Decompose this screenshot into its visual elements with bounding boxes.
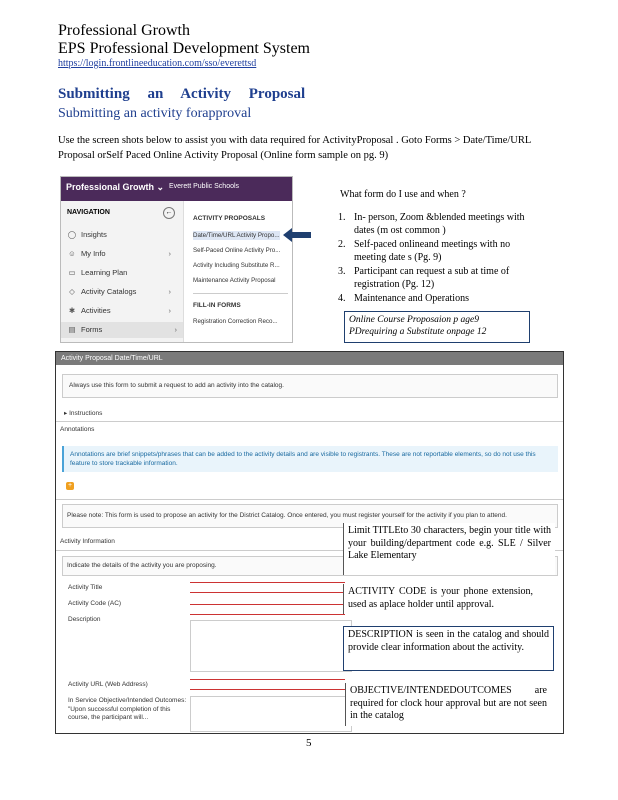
code-input-underline[interactable] — [190, 614, 345, 615]
user-icon: ☺ — [68, 249, 76, 258]
url-input-underline[interactable] — [190, 689, 345, 690]
indicate-text: Indicate the details of the activity you are proposing. — [67, 562, 217, 569]
form-title-bar: Activity Proposal Date/Time/URL — [56, 352, 564, 365]
list-item: 2. Self-paced onlineand meetings with no meeting date s (Pg. 9) — [338, 239, 511, 263]
section-subtitle: Submitting an activity forapproval — [58, 106, 252, 121]
menu-heading-fill-in-forms: FILL-IN FORMS — [193, 302, 241, 309]
doc-subtitle: EPS Professional Development System — [58, 40, 310, 57]
activity-info-heading: Activity Information — [60, 538, 115, 545]
forms-icon: ▤ — [68, 325, 76, 334]
label-description: Description — [68, 616, 101, 623]
navigation-screenshot — [60, 176, 293, 343]
collapse-arrow-icon[interactable]: ← — [163, 207, 175, 219]
section-title: Submitting an Activity Proposal — [58, 86, 306, 102]
nav-item-insights[interactable]: ◯ Insights — [67, 230, 107, 239]
caret-right-icon: ▸ — [64, 410, 68, 417]
menu-item-registration-correction[interactable]: Registration Correction Reco... — [193, 318, 278, 325]
intro-paragraph: Use the screen shots below to assist you with data required for ActivityProposal . Goto Forms > Date/Time/URL Proposal orSelf Paced Online Activity Proposal (Online form sample on pg. 9) — [58, 135, 531, 161]
objectives-textarea[interactable] — [190, 696, 352, 732]
list-item: 3. Participant can request a sub at time of registration (Pg. 12) — [338, 266, 510, 290]
chevron-right-icon: › — [168, 249, 171, 258]
doc-title: Professional Growth — [58, 22, 190, 39]
chevron-right-icon: › — [168, 287, 171, 296]
page-reference-note: Online Course Proposaion p age9 PDrequiring a Substitute onpage 12 — [344, 311, 530, 343]
form-type-list — [338, 212, 528, 308]
menu-heading-activity-proposals: ACTIVITY PROPOSALS — [193, 215, 266, 222]
url-input-underline[interactable] — [190, 679, 345, 680]
code-input-underline[interactable] — [190, 604, 345, 605]
divider — [56, 499, 563, 500]
notice-text: Please note: This form is used to propose an activity for the District Catalog. Once entered, you must register yourself for the activity if you plan to attend. — [67, 512, 507, 519]
menu-item-maintenance[interactable]: Maintenance Activity Proposal — [193, 277, 276, 284]
objectives-callout: OBJECTIVE/INTENDEDOUTCOMES are required for clock hour approval but are not seen in the catalog — [345, 683, 551, 726]
label-activity-url: Activity URL (Web Address) — [68, 681, 148, 688]
label-objectives: In Service Objective/Intended Outcomes: "Upon successful completion of this course, the participant will... — [68, 697, 187, 721]
menu-item-substitute[interactable]: Activity Including Substitute R... — [193, 262, 280, 269]
chevron-right-icon: › — [168, 306, 171, 315]
lightbulb-icon: ◯ — [67, 230, 77, 239]
app-header-bar — [61, 177, 292, 201]
annotations-heading: Annotations — [60, 426, 95, 433]
activities-icon: ✱ — [68, 306, 76, 315]
plan-icon: ▭ — [68, 268, 76, 277]
label-activity-code: Activity Code (AC) — [68, 600, 122, 607]
nav-item-learning-plan[interactable]: ▭ Learning Plan — [68, 268, 128, 277]
nav-item-activity-catalogs[interactable]: ◇ Activity Catalogs › — [67, 287, 177, 296]
annotations-text: Annotations are brief snippets/phrases that can be added to the activity details and are visible to registrants. These are not reportable elements, so do not use this feature to store trackable information. — [70, 451, 536, 467]
nav-heading: NAVIGATION — [67, 209, 110, 216]
code-callout: ACTIVITY CODE is your phone extension, used as aplace holder until approval. — [343, 584, 537, 614]
form-question: What form do I use and when ? — [340, 189, 466, 200]
login-link[interactable]: https://login.frontlineeducation.com/sso/everettsd — [58, 58, 257, 69]
nav-item-forms[interactable]: ▤ Forms › — [61, 322, 183, 338]
navigation-panel — [61, 201, 184, 342]
app-title[interactable]: Professional Growth ⌄ — [66, 182, 165, 192]
menu-item-self-paced[interactable]: Self-Paced Online Activity Pro... — [193, 247, 281, 254]
description-callout: DESCRIPTION is seen in the catalog and should provide clear information about the activity. — [343, 626, 554, 671]
list-item: 1. In- person, Zoom &blended meetings with dates (m ost common ) — [338, 212, 525, 236]
page-number: 5 — [306, 737, 312, 749]
district-name: Everett Public Schools — [169, 183, 240, 190]
form-description: Always use this form to submit a request to add an activity into the catalog. — [69, 382, 284, 389]
instructions-toggle[interactable]: ▸ Instructions — [64, 410, 103, 417]
arrow-left-icon — [283, 228, 311, 242]
chevron-down-icon: ⌄ — [156, 182, 165, 192]
nav-item-my-info[interactable]: ☺ My Info › — [68, 249, 171, 258]
title-input-underline[interactable] — [190, 582, 345, 583]
menu-item-date-time-url[interactable]: Date/Time/URL Activity Propo... — [193, 232, 280, 239]
list-item: 4. Maintenance and Operations — [338, 293, 469, 304]
add-annotation-button[interactable]: + — [67, 482, 73, 489]
divider — [193, 293, 288, 294]
catalog-icon: ◇ — [69, 287, 75, 296]
description-textarea[interactable] — [190, 620, 352, 672]
chevron-right-icon: › — [174, 325, 177, 334]
label-activity-title: Activity Title — [68, 584, 103, 591]
title-callout: Limit TITLEto 30 characters, begin your title with your building/department code e.g. SLE / Silver Lake Elementary — [343, 523, 555, 575]
divider — [56, 421, 563, 422]
title-input-underline[interactable] — [190, 592, 345, 593]
nav-item-activities[interactable]: ✱ Activities › — [68, 306, 171, 315]
forms-submenu — [191, 201, 292, 342]
annotations-info-box — [62, 446, 558, 472]
form-description-box — [62, 374, 558, 398]
